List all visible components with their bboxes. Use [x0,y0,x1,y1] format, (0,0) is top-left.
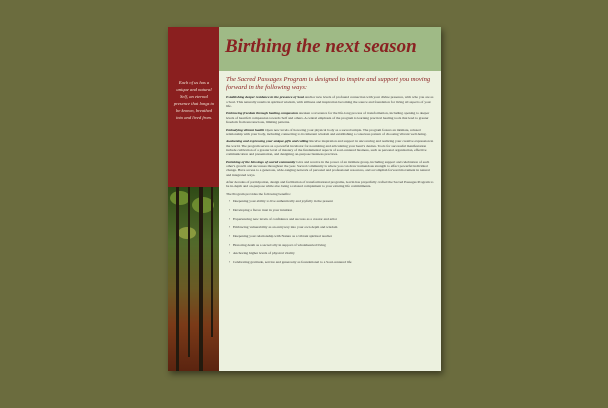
tree-trunk [176,187,179,371]
tree-trunk [199,187,203,371]
tree-trunk [188,187,190,357]
section [226,95,434,108]
section-body: Receive inspiration and support in uncovering and realizing your creative expression in the world. The program serves as a powerful incubator for nourishing and articulating your heart's desires. Tools for successful manifestation include cultivation of a greater level of mastery of the fundamental aspects of soul-centered business, such as personal organization, effective communication and presentation, and designing on-purpose business practices. [226,139,434,157]
section-body: Give and receive in the power of an intimate group, including support and celebration of each other's growth and successes throughout the year. Sacred community is where you can draw tremendous strength to effect powerful individual change. Have access to a generous, wide-ranging network of personal and professional resources, and accomplish forward movement in natural and integrated ways. [226,159,430,177]
tree-trunk [211,187,213,337]
section-lead: Partaking of the blessings of sacred community [226,159,296,164]
body-content [226,76,434,366]
benefit-item: • Deepening your ability to live authentically and joyfully in the present [229,199,434,203]
sidebar [168,27,219,371]
section [226,111,434,124]
benefits-intro: The Program provides the following benefits: [226,191,291,196]
benefit-item: • Anchoring higher levels of physical vitality [229,251,434,255]
section-lead: Establishing deeper residence in the presence of Soul [226,95,304,100]
page-title: Birthing the next season [225,36,417,57]
forest-image [168,187,219,371]
benefit-item: • Honoring death as a sacred ally in support of wholehearted living [229,243,434,247]
section [226,128,434,137]
section-lead: Embodying vibrant health [226,127,265,132]
closing-paragraph: After decades of participation, design and facilitation of transformational programs, Gavin has prayerfully crafted the Sacred Passages Program to be in-depth and on-purpose while also being a relaxed complement to your existing life commitments. [226,180,434,189]
benefits-list [226,199,434,264]
section-body: Anchor new levels of profound connection with your divine presence, with who you are as a Soul. This naturally results in spiritual wisdom, with stillness and inspiration becoming the source and foundation for living all aspects of your life. [226,95,434,108]
section-body: Awaken a reverence for the life-long process of transformation, including opening to deeper levels of heartfelt compassion towards Self and others. A central emphasis of the program is learning practical healing tools that lead to greater freedom from unconscious, limiting patterns. [226,111,430,125]
foliage [178,227,196,239]
section [226,139,434,156]
header-band [219,27,441,71]
sidebar-quote: Each of us has a unique and natural Self, an eternal presence that longs to be known, breathed into and lived from. [173,80,215,120]
brochure-page [168,27,441,371]
foliage [170,191,190,205]
section-lead: Awakening and expressing your unique gifts and calling [226,139,309,144]
benefit-item: • Celebrating gratitude, service and generosity as foundational to a Soul-centered life [229,260,434,264]
section [226,160,434,177]
benefit-item: • Deepening your relationship with Nature as a vibrant spiritual teacher [229,234,434,238]
benefit-item: • Embracing vulnerability as an entryway into your own depth and wisdom [229,225,434,229]
benefit-item: • Experiencing new levels of confidence and success as a creator and artist [229,217,434,221]
section-body: Open new levels of honoring your physical body as a sacred temple. The program fosters an intimate, relaxed relationship with your body, including connecting to its inherent wisdom and establishing a conscious pattern of choosing vibrant well-being. [226,127,427,136]
subtitle: The Sacred Passages Program is designed to inspire and support you moving forward in the following ways: [226,76,431,92]
section-lead: Embracing freedom through healing compassion [226,111,298,116]
benefit-item: • Developing a fierce trust in your intuition [229,208,434,212]
